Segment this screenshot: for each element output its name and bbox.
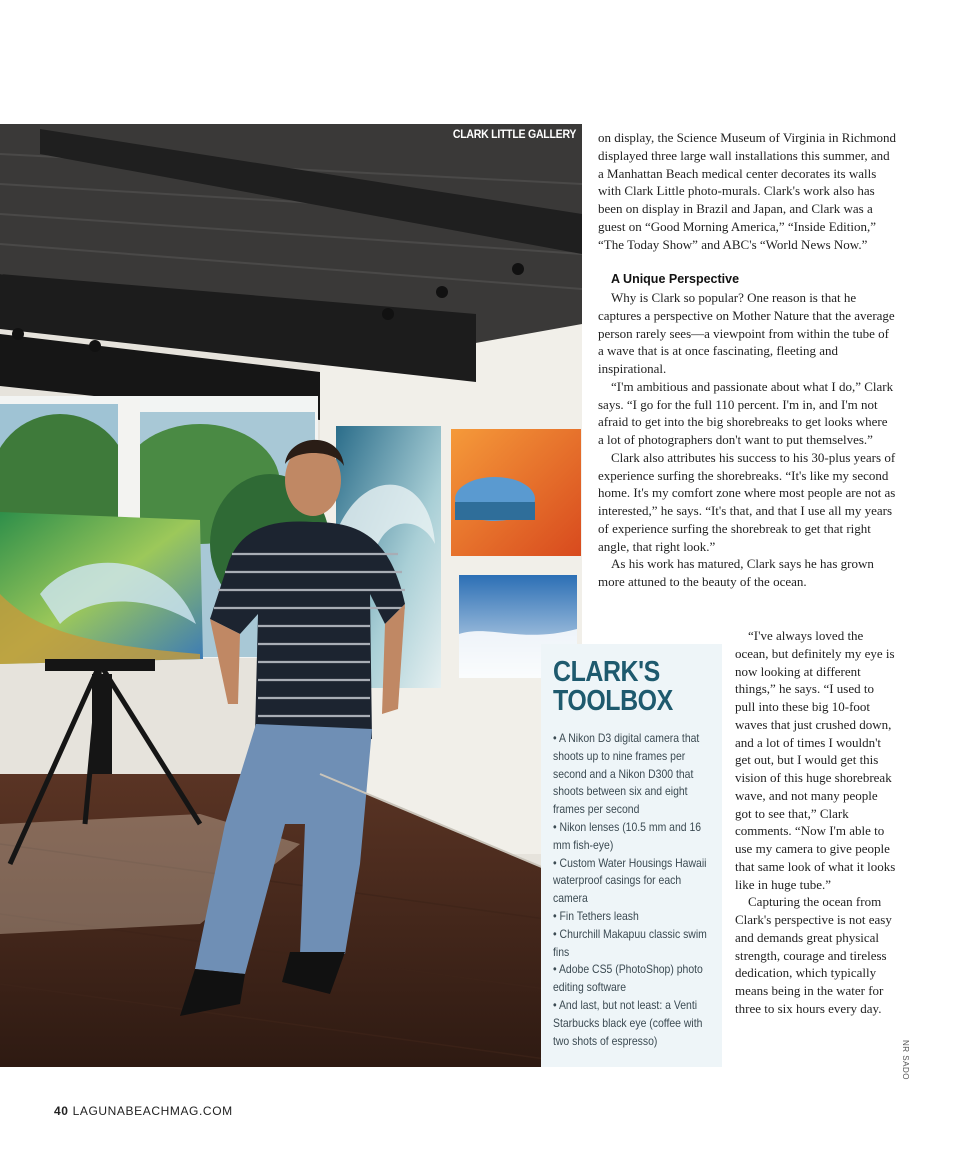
gallery-photo <box>0 124 582 1067</box>
toolbox-item: • Adobe CS5 (PhotoShop) photo editing software <box>553 961 717 997</box>
article-column-narrow <box>735 627 897 1018</box>
section-heading: A Unique Perspective <box>611 272 740 287</box>
paragraph: “I'm ambitious and passionate about what I do,” Clark says. “I go for the full 110 percent. I'm in, and I'm not afraid to get into the big shorebreaks to get looks where a lot of photographers don't want to put themselves.” <box>598 378 894 447</box>
paragraph: Why is Clark so popular? One reason is that he captures a perspective on Mother Nature that the average person rarely sees—a viewpoint from within the tube of a wave that is at once fascinating, fleeting and inspirational. <box>598 290 895 376</box>
toolbox-item: • Nikon lenses (10.5 mm and 16 mm fish-eye) <box>553 819 717 855</box>
footer-site[interactable]: LAGUNABEACHMAG.COM <box>72 1104 233 1118</box>
paragraph: As his work has matured, Clark says he has grown more attuned to the beauty of the ocean. <box>598 556 874 589</box>
page-number: 40 <box>54 1104 69 1118</box>
paragraph: Clark also attributes his success to his 30-plus years of experience surfing the shorebreaks. “It's like my second home. It's my comfort zone where most people are not as interested,” he says. “It's that, and that I use all my years of experience surfing the shorebreak to get that right angle, that right look.” <box>598 449 896 554</box>
photo-credit: CLARK LITTLE GALLERY <box>452 127 576 141</box>
paragraph: “I've always loved the ocean, but definitely my eye is now looking at different things,” he says. “I used to pull into these big 10-foot waves that just crushed down, and a lot of times I wouldn't get out, but I would get this vision of this huge shorebreak wave, and not many people got to see that,” Clark comments. “Now I'm able to use my camera to give people that same look of what it looks like in huge tube.” <box>735 628 896 892</box>
article-column-main <box>598 129 896 591</box>
paragraph: on display, the Science Museum of Virginia in Richmond displayed three large wall installations this summer, and a Manhattan Beach medical center decorates its walls with Clark Little photo-murals. Clark's work also has been on display in Brazil and Japan, and Clark was a guest on “Good Morning America,” “Inside Edition,” “The Today Show” and ABC's “World News Now.” <box>598 130 896 252</box>
toolbox-sidebar <box>541 644 722 1067</box>
toolbox-item: • A Nikon D3 digital camera that shoots up to nine frames per second and a Nikon D300 that shoots between six and eight frames per second <box>553 730 717 819</box>
toolbox-title: CLARK'S TOOLBOX <box>553 656 673 717</box>
page-footer <box>54 1104 233 1118</box>
toolbox-item: • Churchill Makapuu classic swim fins <box>553 926 717 962</box>
toolbox-list <box>553 730 712 1050</box>
side-credit: NR SADO <box>901 1040 910 1080</box>
toolbox-item: • Fin Tethers leash <box>553 908 717 926</box>
toolbox-item: • Custom Water Housings Hawaii waterproof casings for each camera <box>553 855 717 908</box>
toolbox-item: • And last, but not least: a Venti Starbucks black eye (coffee with two shots of espresso) <box>553 997 717 1050</box>
gallery-scene <box>0 124 582 1067</box>
paragraph: Capturing the ocean from Clark's perspective is not easy and demands great physical strength, courage and tireless dedication, which typically means being in the water for three to six hours every day. <box>735 894 892 1016</box>
